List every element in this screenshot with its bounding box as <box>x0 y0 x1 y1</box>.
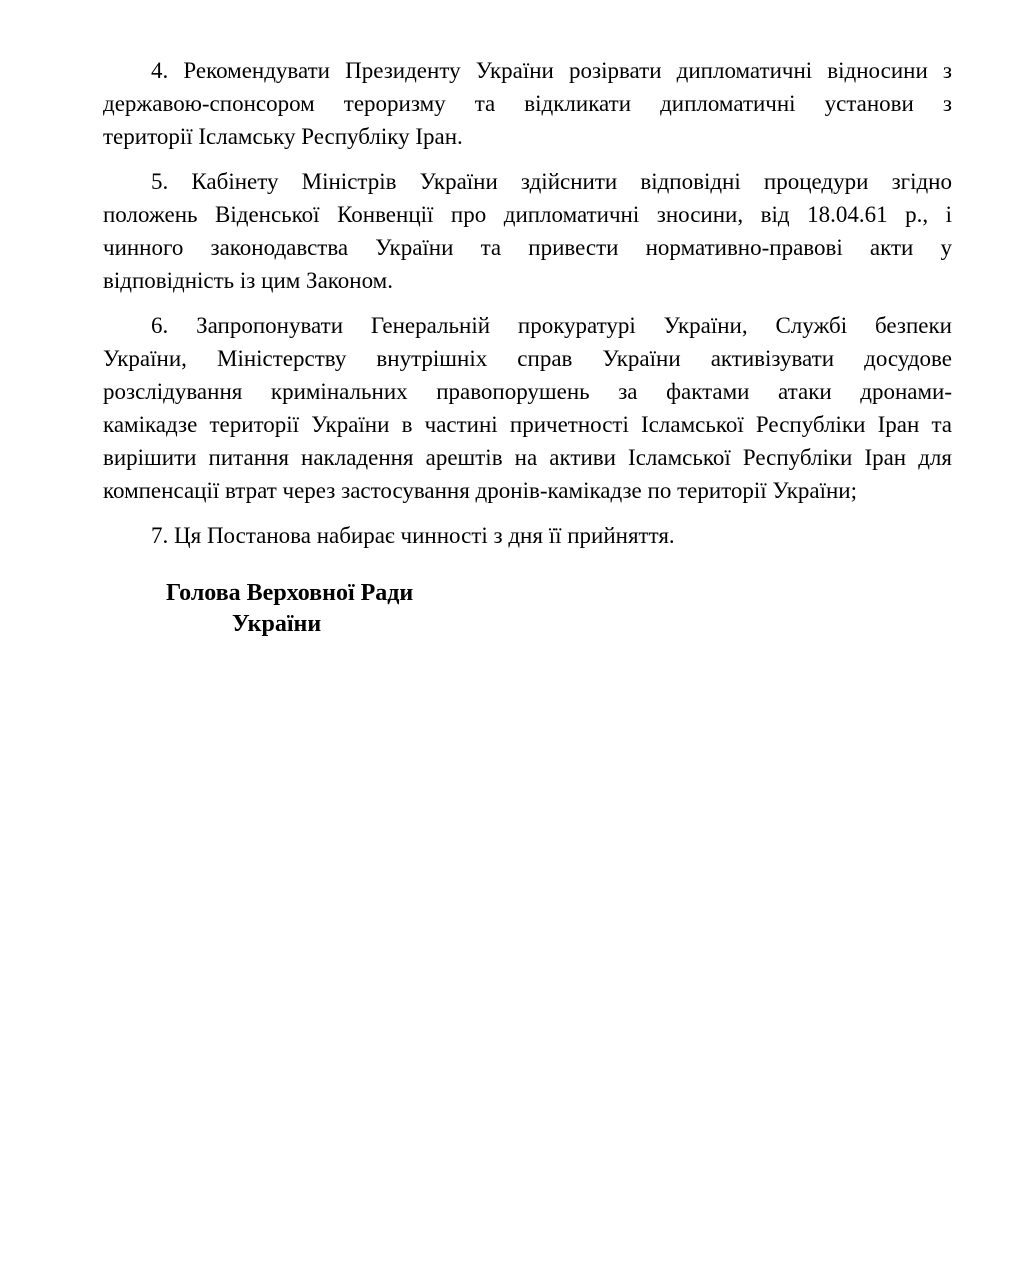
document-body <box>103 54 952 640</box>
text-line: 4. Рекомендувати Президенту України розірвати дипломатичні відносини з <box>151 58 952 83</box>
text-line: розслідування кримінальних правопорушень за фактами атаки дронами- <box>103 379 952 404</box>
signature-title-line-2: України <box>232 611 322 637</box>
text-line: вирішити питання накладення арештів на активи Ісламської Республіки Іран для <box>103 445 952 470</box>
text-line: чинного законодавства України та привести нормативно-правові акти у <box>103 235 952 260</box>
paragraph-4 <box>103 54 952 153</box>
signature-block <box>166 578 952 640</box>
paragraph-7 <box>103 519 952 552</box>
text-line: території Ісламську Республіку Іран. <box>103 124 463 149</box>
text-line: державою-спонсором тероризму та відкликати дипломатичні установи з <box>103 91 952 116</box>
paragraph-5 <box>103 165 952 297</box>
text-line: відповідність із цим Законом. <box>103 268 393 293</box>
text-line: камікадзе території України в частині причетності Ісламської Республіки Іран та <box>103 412 952 437</box>
paragraph-6 <box>103 309 952 507</box>
text-line: 6. Запропонувати Генеральній прокуратурі України, Службі безпеки <box>151 313 952 338</box>
text-line: компенсації втрат через застосування дронів-камікадзе по території України; <box>103 478 857 503</box>
text-line: України, Міністерству внутрішніх справ України активізувати досудове <box>103 346 952 371</box>
text-line: 5. Кабінету Міністрів України здійснити відповідні процедури згідно <box>151 169 952 194</box>
text-line: положень Віденської Конвенції про дипломатичні зносини, від 18.04.61 р., і <box>103 202 952 227</box>
text-line: 7. Ця Постанова набирає чинності з дня її прийняття. <box>151 523 675 548</box>
signature-title-line-1: Голова Верховної Ради <box>166 580 414 606</box>
